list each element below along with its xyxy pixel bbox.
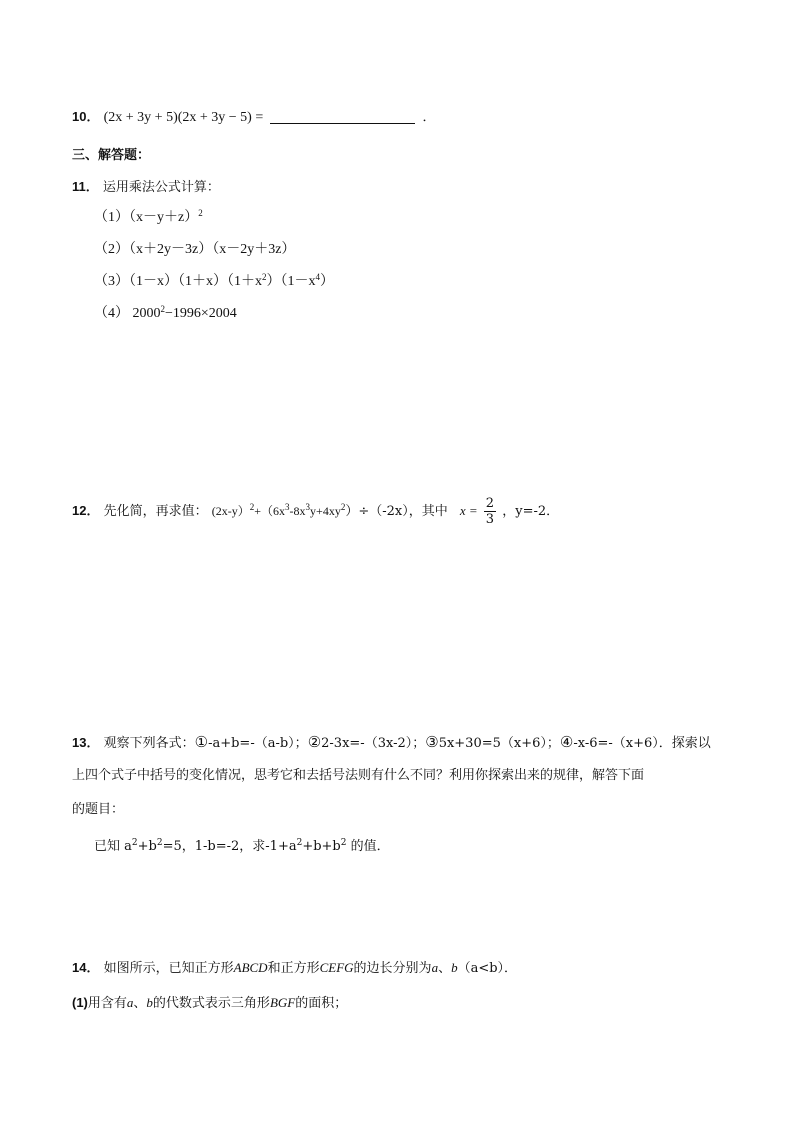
item-expr: ）（1－x: [266, 274, 316, 289]
item-label: （4）: [94, 306, 129, 321]
question-text: 先化简，再求值：: [103, 504, 208, 519]
exponent: 2: [156, 838, 163, 848]
item-expr: ）: [320, 274, 334, 289]
question-14-sub-1: [72, 994, 347, 1013]
q11-item-4: [94, 305, 237, 323]
expr-3: 5x+30=5（x+6）；: [438, 736, 560, 751]
text-part: 用含有: [87, 996, 127, 1011]
q11-item-3: [94, 273, 334, 291]
question-10: [72, 108, 436, 127]
exponent: 3: [305, 502, 311, 512]
circled-1: ①: [194, 733, 209, 751]
question-13-line-3: 的题目：: [72, 802, 125, 817]
section-title: 三、解答题：: [72, 147, 151, 162]
given-part: 已知 a: [94, 839, 132, 854]
square-cefg: CEFG: [319, 960, 354, 975]
item-expr: 2000: [132, 306, 161, 321]
expression: [212, 504, 346, 518]
given-part: +b: [137, 839, 157, 854]
exponent: 4: [315, 272, 320, 282]
variable-x: x =: [459, 503, 478, 518]
var-a: a: [126, 995, 134, 1010]
exponent: 2: [160, 304, 165, 314]
condition: （a<b）．: [457, 961, 518, 976]
item-expr: −1996×2004: [165, 306, 237, 321]
question-text: 观察下列各式：: [103, 736, 195, 751]
circled-4: ④: [559, 733, 574, 751]
text-part: 的代数式表示三角形: [152, 996, 270, 1011]
item-label: （3）: [94, 274, 129, 289]
text-part: 和正方形: [267, 961, 320, 976]
circled-3: ③: [425, 733, 439, 751]
exponent: 2: [340, 502, 346, 512]
question-14-line-1: [72, 959, 517, 978]
q11-item-2: [94, 241, 295, 259]
expr-2: 2-3x=-（3x-2）；: [321, 736, 426, 751]
circled-2: ②: [307, 733, 322, 751]
exponent: 2: [340, 838, 347, 848]
fraction-numerator: 2: [485, 496, 495, 511]
question-12: [72, 496, 559, 527]
item-expr: （1－x）（1＋x）（1＋x: [129, 274, 262, 289]
expr-part: (2x-y）: [211, 504, 250, 518]
item-expr: （x＋2y－3z）（x－2y＋3z）: [129, 242, 296, 257]
exponent: 2: [131, 838, 138, 848]
expr-part: +（6x: [254, 504, 286, 518]
expression: (2x + 3y + 5)(2x + 3y − 5) =: [103, 110, 264, 125]
item-expr: （x－y＋z）: [129, 210, 199, 225]
given-part: =5，1-b=-2，求-1+a: [162, 839, 297, 854]
exponent: 2: [296, 838, 303, 848]
q11-item-1: [94, 209, 203, 227]
var-b: b: [146, 995, 153, 1010]
fraction: [484, 496, 496, 527]
sub-label: (1): [72, 995, 88, 1010]
question-text: 运用乘法公式计算：: [102, 180, 220, 195]
separator: 、: [133, 996, 147, 1011]
question-number: 13．: [72, 735, 100, 750]
exponent: 2: [249, 502, 255, 512]
item-label: （1）: [94, 210, 129, 225]
fraction-denominator: 3: [485, 512, 495, 527]
expr-1: -a+b=-（a-b）；: [208, 736, 308, 751]
expr-4: -x-6=-（x+6）．探索以: [573, 736, 711, 751]
question-11: [72, 178, 220, 197]
question-number: 11．: [72, 179, 99, 194]
triangle-bgf: BGF: [269, 995, 296, 1010]
question-number: 14．: [72, 960, 100, 975]
exponent: 2: [198, 208, 203, 218]
exponent: 3: [285, 502, 290, 512]
var-b: b: [451, 960, 458, 975]
expr-tail: ）÷（-2x），其中: [345, 504, 448, 519]
given-part: 的值．: [346, 839, 390, 854]
question-13-line-2: 上四个式子中括号的变化情况，思考它和去括号法则有什么不同？利用你探索出来的规律，解答下面: [72, 768, 645, 783]
period: ．: [422, 110, 436, 125]
answer-blank[interactable]: [270, 109, 415, 124]
item-label: （2）: [94, 242, 129, 257]
question-number: 12．: [72, 503, 100, 518]
question-13-line-1: [72, 733, 711, 753]
text-part: 的面积；: [295, 996, 348, 1011]
expr-part: -8x: [289, 504, 306, 518]
text-part: 如图所示，已知正方形: [103, 961, 234, 976]
given-part: +b+b: [302, 839, 341, 854]
question-13-given: [94, 838, 390, 856]
expr-part: y+4xy: [310, 504, 341, 518]
condition-tail: ，y=-2．: [502, 504, 560, 519]
var-a: a: [431, 960, 439, 975]
question-number: 10．: [72, 109, 100, 124]
text-part: 的边长分别为: [353, 961, 432, 976]
exponent: 2: [262, 272, 267, 282]
separator: 、: [438, 961, 452, 976]
square-abcd: ABCD: [233, 960, 268, 975]
